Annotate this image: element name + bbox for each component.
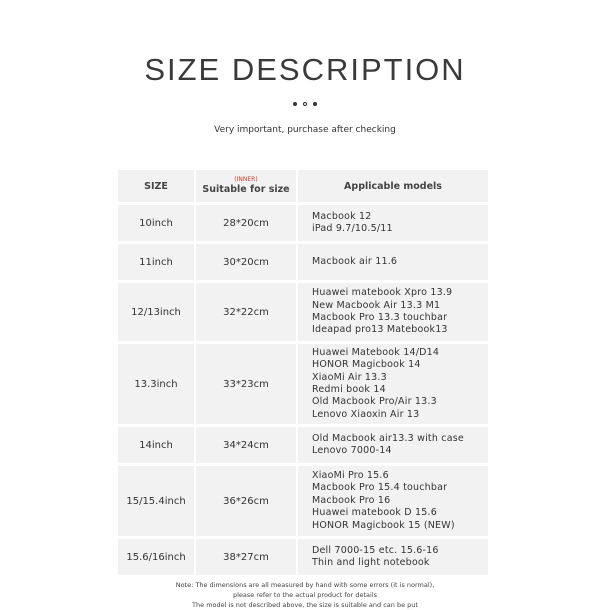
table-row [118, 244, 488, 280]
header-suitable-label: Suitable for size [202, 184, 290, 195]
model-name: XiaoMi Pro 15.6 [312, 469, 389, 481]
cell-suitable: 30*20cm [196, 244, 298, 280]
footnote-line: The model is not described above, the size is suitable and can be put [192, 601, 418, 609]
model-name: HONOR Magicbook 15 (NEW) [312, 519, 455, 531]
model-name: Macbook air 11.6 [312, 255, 398, 267]
model-name: Lenovo 7000-14 [312, 445, 392, 456]
model-name: Lenovo Xiaoxin Air 13 [312, 408, 420, 420]
table-row [118, 427, 488, 463]
model-name: iPad 9.7/10.5/11 [312, 223, 393, 234]
inner-tag: (INNER) [234, 176, 258, 183]
cell-models [298, 205, 488, 241]
cell-models [298, 427, 488, 463]
model-name: HONOR Magicbook 14 [312, 359, 421, 371]
page-title: SIZE DESCRIPTION [144, 52, 466, 87]
cell-suitable: 28*20cm [196, 205, 298, 241]
cell-suitable: 34*24cm [196, 427, 298, 463]
cell-size: 10inch [118, 205, 196, 241]
model-name: Macbook 12 [312, 210, 372, 222]
cell-models [298, 344, 488, 424]
dot-icon [303, 102, 307, 106]
dot-icon [293, 102, 297, 106]
model-name: Old Macbook air13.3 with case [312, 432, 464, 444]
model-name: New Macbook Air 13.3 M1 [312, 299, 441, 311]
decorative-dots [0, 102, 610, 106]
model-name: XiaoMi Air 13.3 [312, 371, 387, 383]
cell-size: 14inch [118, 427, 196, 463]
footnote [0, 580, 610, 610]
model-name: Redmi book 14 [312, 384, 386, 395]
cell-size: 15.6/16inch [118, 539, 196, 575]
model-name: Ideapad pro13 Matebook13 [312, 324, 448, 336]
cell-models [298, 539, 488, 575]
subtitle: Very important, purchase after checking [214, 125, 396, 135]
cell-suitable: 32*22cm [196, 283, 298, 341]
header-size: SIZE [118, 170, 196, 202]
table-header-row [118, 170, 488, 202]
cell-models [298, 244, 488, 280]
model-name: Huawei Matebook 14/D14 [312, 346, 440, 358]
cell-suitable: 38*27cm [196, 539, 298, 575]
model-name: Old Macbook Pro/Air 13.3 [312, 396, 437, 408]
footnote-line: please refer to the actual product for details [232, 591, 378, 599]
table-row [118, 466, 488, 536]
table-row [118, 539, 488, 575]
model-name: Huawei matebook D 15.6 [312, 507, 437, 519]
table-row [118, 205, 488, 241]
cell-models [298, 283, 488, 341]
model-name: Thin and light notebook [312, 557, 430, 568]
cell-size: 12/13inch [118, 283, 196, 341]
cell-models [298, 466, 488, 536]
model-name: Dell 7000-15 etc. 15.6-16 [312, 544, 439, 556]
table-body [118, 205, 488, 575]
table-row [118, 344, 488, 424]
table-row [118, 283, 488, 341]
cell-size: 13.3inch [118, 344, 196, 424]
cell-suitable: 33*23cm [196, 344, 298, 424]
model-name: Huawei matebook Xpro 13.9 [312, 287, 453, 299]
cell-size: 11inch [118, 244, 196, 280]
dot-icon [313, 102, 317, 106]
size-table [118, 167, 488, 578]
model-name: Macbook Pro 16 [312, 494, 391, 506]
cell-suitable: 36*26cm [196, 466, 298, 536]
cell-size: 15/15.4inch [118, 466, 196, 536]
model-name: Macbook Pro 15.4 touchbar [312, 482, 448, 494]
footnote-line: Note: The dimensions are all measured by hand with some errors (it is normal), [175, 581, 435, 589]
header-suitable [196, 170, 298, 202]
model-name: Macbook Pro 13.3 touchbar [312, 312, 448, 323]
header-models: Applicable models [298, 170, 488, 202]
